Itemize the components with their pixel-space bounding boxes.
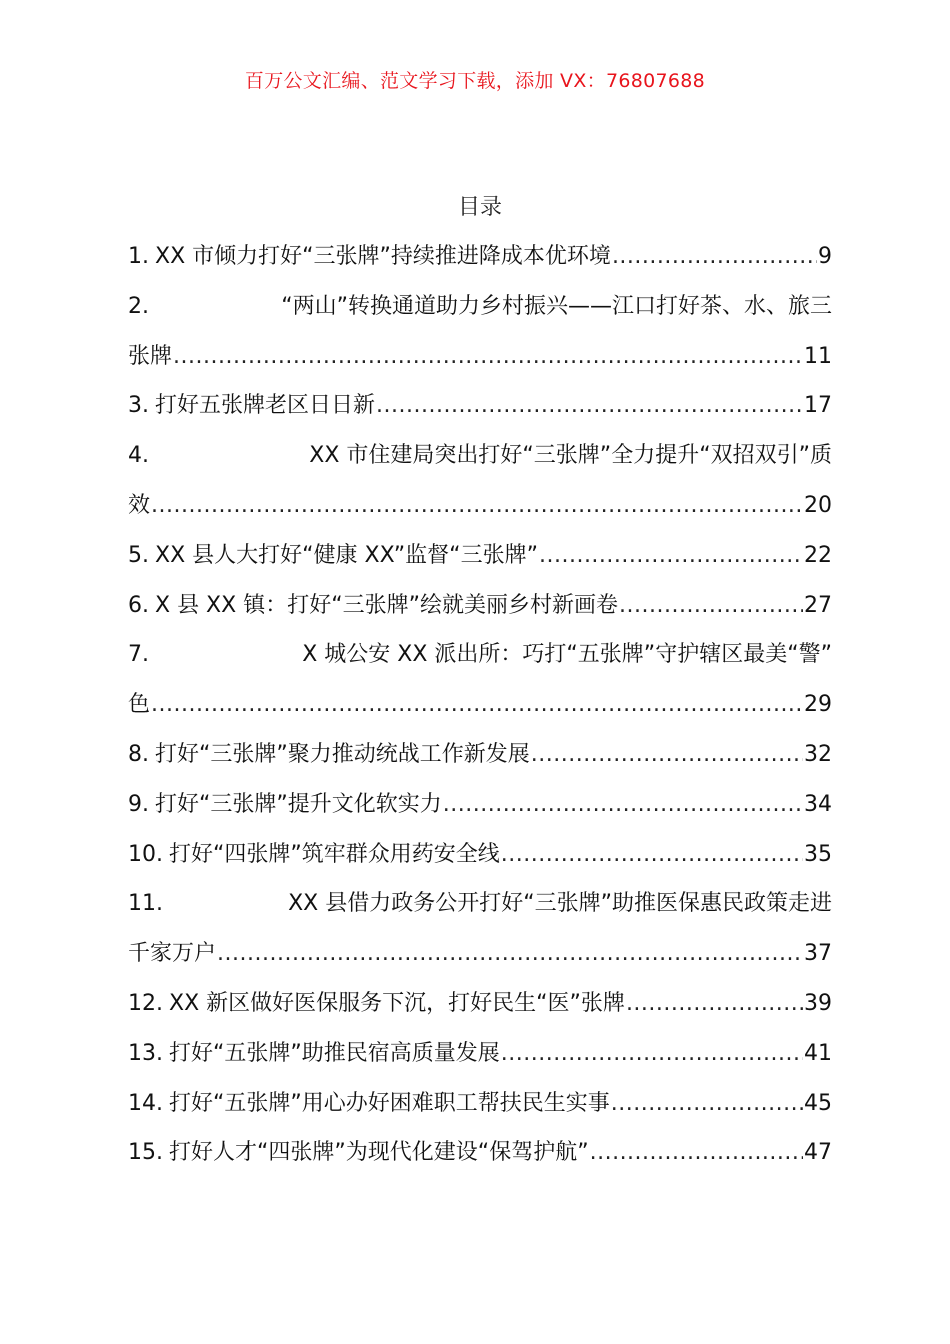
toc-entry-page: 35 (804, 841, 832, 867)
toc-entry-number: 9. (128, 791, 149, 817)
dot-leader (376, 381, 803, 431)
toc-entry-page: 20 (804, 492, 832, 518)
dot-leader (217, 929, 803, 979)
toc-entry-number: 13. (128, 1040, 163, 1066)
dot-leader (501, 1029, 803, 1079)
toc-entry-number: 12. (128, 990, 163, 1016)
toc-entry-title: 打好“四张牌”筑牢群众用药安全线 (169, 841, 500, 867)
dot-leader (619, 581, 803, 631)
toc-entry-page: 37 (804, 941, 832, 967)
toc-entry[interactable] (128, 830, 832, 880)
toc-entry-title: 千家万户 (128, 941, 217, 967)
watermark-header: 百万公文汇编、范文学习下载，添加 VX：76807688 (244, 70, 706, 92)
toc-entry-title: 打好人才“四张牌”为现代化建设“保驾护航” (169, 1140, 589, 1166)
toc-entry-title: XX 新区做好医保服务下沉，打好民生“医”张牌 (169, 990, 625, 1016)
dot-leader (590, 1128, 803, 1178)
toc-entry-title: 打好“五张牌”助推民宿高质量发展 (169, 1040, 500, 1066)
toc-entry-title: XX 县借力政务公开打好“三张牌”助推医保惠民政策走进 (288, 891, 832, 917)
dot-leader (611, 1079, 803, 1129)
toc-entry-number: 3. (128, 393, 149, 419)
toc-entry-page: 29 (804, 692, 832, 718)
toc-entry-title: 打好“三张牌”提升文化软实力 (155, 791, 442, 817)
toc-entry-page: 32 (804, 741, 832, 767)
toc-entry-page: 27 (804, 592, 832, 618)
toc-entry-page: 34 (804, 791, 832, 817)
toc-entry[interactable] (128, 1079, 832, 1129)
toc-entry-page: 9 (818, 244, 832, 269)
toc-entry-title: XX 市住建局突出打好“三张牌”全力提升“双招双引”质 (309, 443, 832, 469)
toc-entry-number: 4. (128, 443, 149, 469)
dot-leader (626, 979, 803, 1029)
toc-title: 目录 (457, 195, 502, 220)
toc-entry[interactable] (128, 879, 832, 979)
toc-entry-number: 7. (128, 642, 149, 668)
dot-leader (151, 481, 803, 531)
toc-entry-number: 14. (128, 1090, 163, 1116)
toc-entry[interactable] (128, 232, 832, 282)
toc-entry-number: 11. (128, 891, 163, 917)
toc-entry-number: 1. (128, 244, 149, 269)
toc-entry-page: 17 (804, 393, 832, 419)
toc-entry-page: 47 (804, 1140, 832, 1166)
toc-entry-page: 22 (804, 542, 832, 568)
toc-entry-title: 打好“五张牌”用心办好困难职工帮扶民生实事 (169, 1090, 610, 1116)
toc-entry-number: 5. (128, 542, 149, 568)
toc-entry-title: 打好五张牌老区日日新 (155, 393, 376, 419)
toc-entry-page: 11 (804, 343, 832, 369)
toc-entry-title: 打好“三张牌”聚力推动统战工作新发展 (155, 741, 530, 767)
toc-entry-number: 6. (128, 592, 149, 618)
dot-leader (531, 730, 803, 780)
toc-entry-page: 41 (804, 1040, 832, 1066)
toc-entry-number: 15. (128, 1140, 163, 1166)
toc-entry-page: 45 (804, 1090, 832, 1116)
toc-entry[interactable] (128, 581, 832, 631)
toc-entry-number: 2. (128, 293, 149, 319)
dot-leader (539, 531, 803, 581)
toc-entry[interactable] (128, 282, 832, 382)
toc-entry-title: 色 (128, 692, 151, 718)
toc-entry[interactable] (128, 979, 832, 1029)
dot-leader (443, 780, 803, 830)
toc-entry-page: 39 (804, 990, 832, 1016)
toc-entry-number: 8. (128, 741, 149, 767)
toc-entry-number: 10. (128, 841, 163, 867)
toc-entry[interactable] (128, 780, 832, 830)
toc-entry-title: “两山”转换通道助力乡村振兴——江口打好茶、水、旅三 (281, 293, 832, 319)
toc-entry-title: XX 县人大打好“健康 XX”监督“三张牌” (155, 542, 538, 568)
toc-entry-title: 效 (128, 492, 151, 518)
toc-entry[interactable] (128, 1029, 832, 1079)
toc-entry[interactable] (128, 1128, 832, 1178)
toc-entry[interactable] (128, 730, 832, 780)
dot-leader (173, 332, 803, 382)
dot-leader (612, 232, 817, 282)
dot-leader (151, 680, 803, 730)
toc-entry-title: 张牌 (128, 343, 173, 369)
toc-entry-title: X 城公安 XX 派出所：巧打“五张牌”守护辖区最美“警” (302, 642, 832, 668)
table-of-contents (128, 232, 832, 1178)
toc-entry[interactable] (128, 630, 832, 730)
toc-entry-title: XX 市倾力打好“三张牌”持续推进降成本优环境 (155, 244, 611, 269)
toc-entry-title: X 县 XX 镇：打好“三张牌”绘就美丽乡村新画卷 (155, 592, 618, 618)
dot-leader (501, 830, 803, 880)
toc-entry[interactable] (128, 531, 832, 581)
toc-entry[interactable] (128, 431, 832, 531)
toc-entry[interactable] (128, 381, 832, 431)
